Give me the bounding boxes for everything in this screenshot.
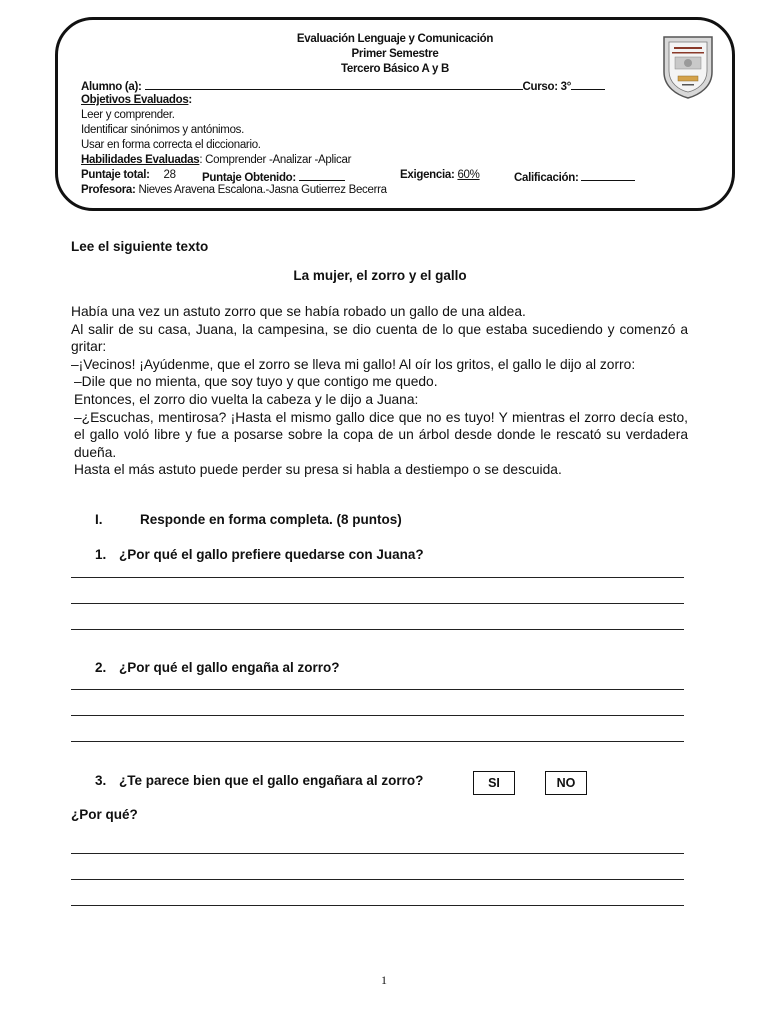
answer-line[interactable] [71, 905, 684, 906]
story-paragraph: –Dile que no mienta, que soy tuyo y que contigo me quedo. [74, 374, 438, 390]
requirement-label: Exigencia: [400, 169, 455, 181]
question-number: 2. [95, 660, 107, 675]
student-row [81, 78, 605, 93]
skills-row [81, 154, 351, 166]
question-1 [95, 547, 424, 562]
story-paragraph: Había una vez un astuto zorro que se había robado un gallo de una aldea. [71, 304, 526, 319]
question-2 [95, 660, 340, 675]
section-numeral: I. [95, 512, 103, 527]
course-label: Curso: 3° [522, 81, 572, 93]
answer-line[interactable] [71, 629, 684, 630]
story-paragraph: –¿Escuchas, mentirosa? ¡Hasta el mismo gallo dice que no es tuyo! Y mientras el zorro decía esto, el gallo voló libre y fue a posarse sobre la copa de un árbol desde donde le rescató su verdadera dueña. [74, 409, 688, 460]
school-crest-icon [661, 34, 715, 100]
teacher-label: Profesora: [81, 184, 136, 196]
answer-line[interactable] [71, 741, 684, 742]
total-score-value: 28 [163, 169, 176, 181]
teacher-row [81, 184, 387, 196]
question-text: ¿Por qué el gallo engaña al zorro? [119, 660, 340, 675]
objective-item: Identificar sinónimos y antónimos. [81, 124, 245, 136]
story-paragraph: Entonces, el zorro dio vuelta la cabeza y le dijo a Juana: [74, 391, 419, 407]
evaluation-title: Evaluación Lenguaje y Comunicación [296, 33, 494, 45]
answer-line[interactable] [71, 577, 684, 578]
requirement [400, 169, 480, 181]
student-name-field[interactable] [145, 78, 523, 90]
obtained-score-label: Puntaje Obtenido: [202, 172, 296, 184]
skills-label: Habilidades Evaluadas [81, 154, 200, 166]
answer-line[interactable] [71, 853, 684, 854]
story-paragraph: –¡Vecinos! ¡Ayúdenme, que el zorro se lleva mi gallo! Al oír los gritos, el gallo le dijo al zorro: [71, 356, 636, 372]
obtained-score-field[interactable] [299, 169, 345, 181]
objective-item: Leer y comprender. [81, 109, 175, 121]
question-number: 1. [95, 547, 107, 562]
why-prompt: ¿Por qué? [71, 807, 138, 822]
requirement-value: 60% [457, 169, 480, 181]
grade-score-field[interactable] [581, 169, 635, 181]
semester-title: Primer Semestre [351, 48, 439, 60]
story-paragraph: Al salir de su casa, Juana, la campesina, se dio cuenta de lo que estaba sucediendo y comenzó a gritar: [71, 321, 688, 355]
question-text: ¿Te parece bien que el gallo engañara al zorro? [119, 773, 424, 788]
answer-line[interactable] [71, 715, 684, 716]
story-paragraph: Hasta el más astuto puede perder su presa si habla a destiempo o se descuida. [74, 462, 562, 478]
objective-item: Usar en forma correcta el diccionario. [81, 139, 261, 151]
section-heading [95, 512, 402, 527]
question-3 [95, 773, 423, 788]
question-text: ¿Por qué el gallo prefiere quedarse con Juana? [119, 547, 424, 562]
story-text [71, 303, 688, 479]
objectives-heading: Objetivos Evaluados: [81, 94, 192, 106]
section-title: Responde en forma completa. (8 puntos) [140, 512, 402, 527]
teacher-names: Nieves Aravena Escalona.-Jasna Gutierrez Becerra [138, 184, 387, 196]
total-score-label: Puntaje total: [81, 169, 150, 181]
course-field[interactable] [571, 78, 605, 90]
objectives-label: Objetivos Evaluados [81, 94, 189, 106]
reading-instruction: Lee el siguiente texto [71, 239, 209, 254]
answer-line[interactable] [71, 879, 684, 880]
grade-title: Tercero Básico A y B [341, 63, 449, 75]
page-number: 1 [381, 973, 387, 987]
question-number: 3. [95, 773, 107, 788]
skills-value: : Comprender -Analizar -Aplicar [199, 154, 352, 166]
student-label: Alumno (a): [81, 81, 142, 93]
story-title: La mujer, el zorro y el gallo [293, 268, 467, 283]
grade-score-label: Calificación: [514, 172, 579, 184]
choice-yes-box[interactable]: SI [473, 771, 515, 795]
answer-line[interactable] [71, 603, 684, 604]
score-row [81, 169, 176, 181]
obtained-score [202, 169, 345, 184]
grade-score [514, 169, 635, 184]
choice-no-box[interactable]: NO [545, 771, 587, 795]
answer-line[interactable] [71, 689, 684, 690]
evaluation-header [55, 17, 735, 211]
